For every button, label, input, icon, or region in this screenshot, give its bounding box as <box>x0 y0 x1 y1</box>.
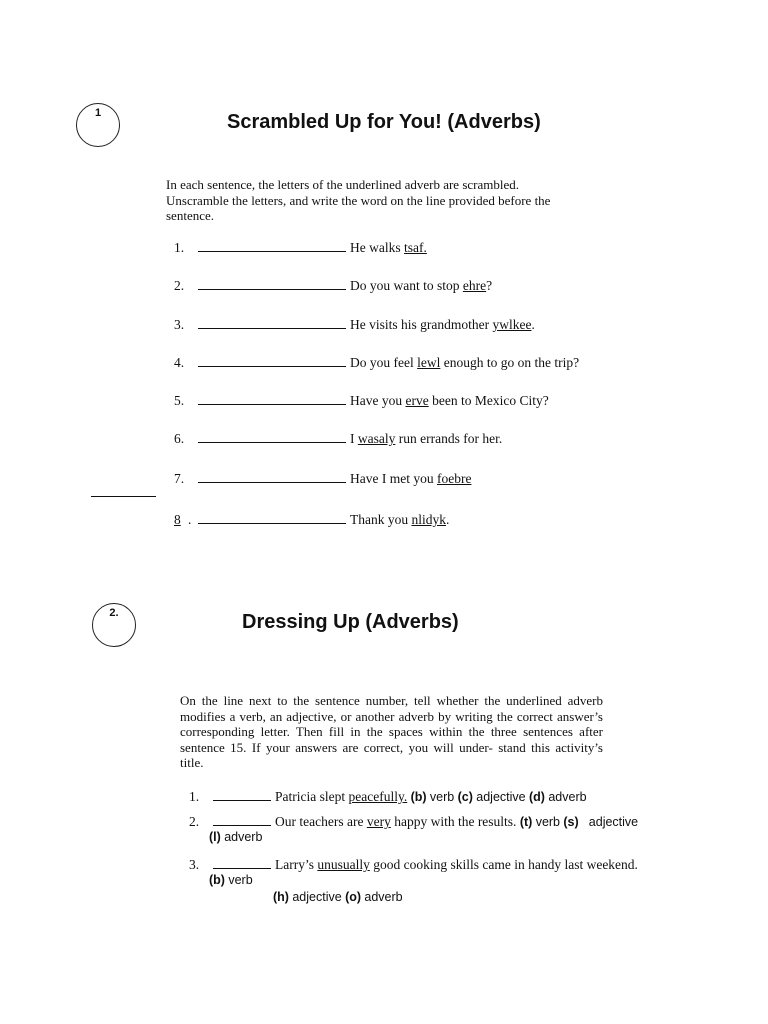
sentence-text: I <box>350 431 358 446</box>
answer-blank[interactable] <box>213 787 271 801</box>
sentence-text-end: . <box>531 317 535 332</box>
option-letter: (s) <box>563 815 579 829</box>
item-number: 4. <box>174 355 185 370</box>
answer-blank[interactable] <box>198 469 346 483</box>
option-label: adjective <box>588 815 639 829</box>
option-label: adverb <box>364 890 403 904</box>
sentence-text: He walks <box>350 240 404 255</box>
exercise-1-item <box>174 315 535 333</box>
exercise-2-item-3-cont <box>209 872 253 888</box>
scrambled-word: wasaly <box>357 431 396 446</box>
sentence-text-end: ? <box>486 278 493 293</box>
answer-blank[interactable] <box>198 315 346 329</box>
exercise-2-item-2-cont <box>209 829 262 845</box>
item-dot: . <box>188 512 192 527</box>
option-label: verb <box>228 873 253 887</box>
target-adverb: peacefully. <box>348 789 408 804</box>
option-label: adjective <box>292 890 342 904</box>
option-letter: (b) <box>410 790 427 804</box>
sentence-text: Our teachers are <box>275 814 367 829</box>
answer-blank[interactable] <box>213 812 271 826</box>
section-1-number: 1 <box>94 107 102 119</box>
option-label: verb <box>429 790 455 804</box>
option-label: adverb <box>224 830 263 844</box>
exercise-1-item <box>174 429 502 447</box>
item-number: 2. <box>174 278 185 293</box>
sentence-text-end: been to Mexico City? <box>428 393 549 408</box>
exercise-1-item <box>174 276 492 294</box>
answer-blank[interactable] <box>198 429 346 443</box>
item-number: 3. <box>189 857 200 872</box>
sentence-text-end: good cooking skills came in handy last weekend. <box>369 857 638 872</box>
sentence-text-end: run errands for her. <box>395 431 503 446</box>
section-1-instructions: In each sentence, the letters of the underlined adverb are scrambled. Unscramble the letters, and write the word on the line provided before the sentence. <box>166 177 551 223</box>
item-number: 8 <box>174 512 181 527</box>
item-number: 5. <box>174 393 185 408</box>
sentence-text: Patricia slept <box>275 789 349 804</box>
sentence-text: Do you want to stop <box>350 278 463 293</box>
exercise-2-item-3 <box>189 855 638 873</box>
option-letter: (b) <box>209 873 225 887</box>
answer-blank[interactable] <box>198 238 346 252</box>
exercise-2-item-1 <box>189 787 587 805</box>
option-letter: (h) <box>273 890 289 904</box>
option-label: adverb <box>548 790 587 804</box>
exercise-2-item-3-cont2 <box>273 889 403 905</box>
sentence-text-end: enough to go on the trip? <box>440 355 580 370</box>
scrambled-word: lewl <box>417 355 441 370</box>
exercise-1-item <box>174 238 427 256</box>
sentence-text: Larry’s <box>275 857 318 872</box>
exercise-2-item-2 <box>189 812 638 830</box>
sentence-text-end: happy with the results. <box>390 814 520 829</box>
exercise-1-item <box>174 391 549 409</box>
item-number: 1. <box>189 789 200 804</box>
answer-blank[interactable] <box>198 353 346 367</box>
sentence-text: Thank you <box>350 512 412 527</box>
answer-blank[interactable] <box>198 276 346 290</box>
scrambled-word: foebre <box>436 471 472 486</box>
scrambled-word: erve <box>405 393 429 408</box>
section-1-badge <box>76 103 120 147</box>
exercise-1-item <box>174 353 579 371</box>
section-2-badge <box>92 603 136 647</box>
target-adverb: very <box>366 814 391 829</box>
section-2-title: Dressing Up (Adverbs) <box>242 611 459 633</box>
option-letter: (l) <box>209 830 221 844</box>
option-letter: (o) <box>345 890 362 904</box>
answer-blank[interactable] <box>198 391 346 405</box>
sentence-text: Have I met you <box>350 471 437 486</box>
sentence-text: Do you feel <box>350 355 418 370</box>
section-2-number: 2. <box>109 607 119 619</box>
exercise-1-item <box>174 510 449 528</box>
section-2-instructions: On the line next to the sentence number, tell whether the underlined adverb modifies a verb, an adjective, or another adverb by writing the correct answer’s corresponding letter. Then fill in the spaces within the three sentences after sentence 15. If your answers are correct, you will under- stand this activity’s title. <box>180 693 603 770</box>
sentence-text: He visits his grandmother <box>350 317 493 332</box>
target-adverb: unusually <box>317 857 370 872</box>
option-letter: (d) <box>529 790 545 804</box>
option-label: verb <box>535 815 561 829</box>
option-letter: (c) <box>457 790 473 804</box>
option-letter: (t) <box>519 815 533 829</box>
scrambled-word: ehre <box>462 278 487 293</box>
item-number: 3. <box>174 317 185 332</box>
scrambled-word: ywlkee <box>492 317 532 332</box>
sentence-text-end: . <box>446 512 450 527</box>
margin-line <box>91 496 156 497</box>
section-1-title: Scrambled Up for You! (Adverbs) <box>227 111 541 133</box>
item-number: 2. <box>189 814 200 829</box>
item-number: 1. <box>174 240 185 255</box>
answer-blank[interactable] <box>213 855 271 869</box>
sentence-text: Have you <box>350 393 406 408</box>
scrambled-word: tsaf. <box>404 240 427 255</box>
item-number: 6. <box>174 431 185 446</box>
exercise-1-item <box>174 469 471 487</box>
scrambled-word: nlidyk <box>411 512 447 527</box>
item-number: 7. <box>174 471 185 486</box>
answer-blank[interactable] <box>198 510 346 524</box>
option-label: adjective <box>476 790 526 804</box>
